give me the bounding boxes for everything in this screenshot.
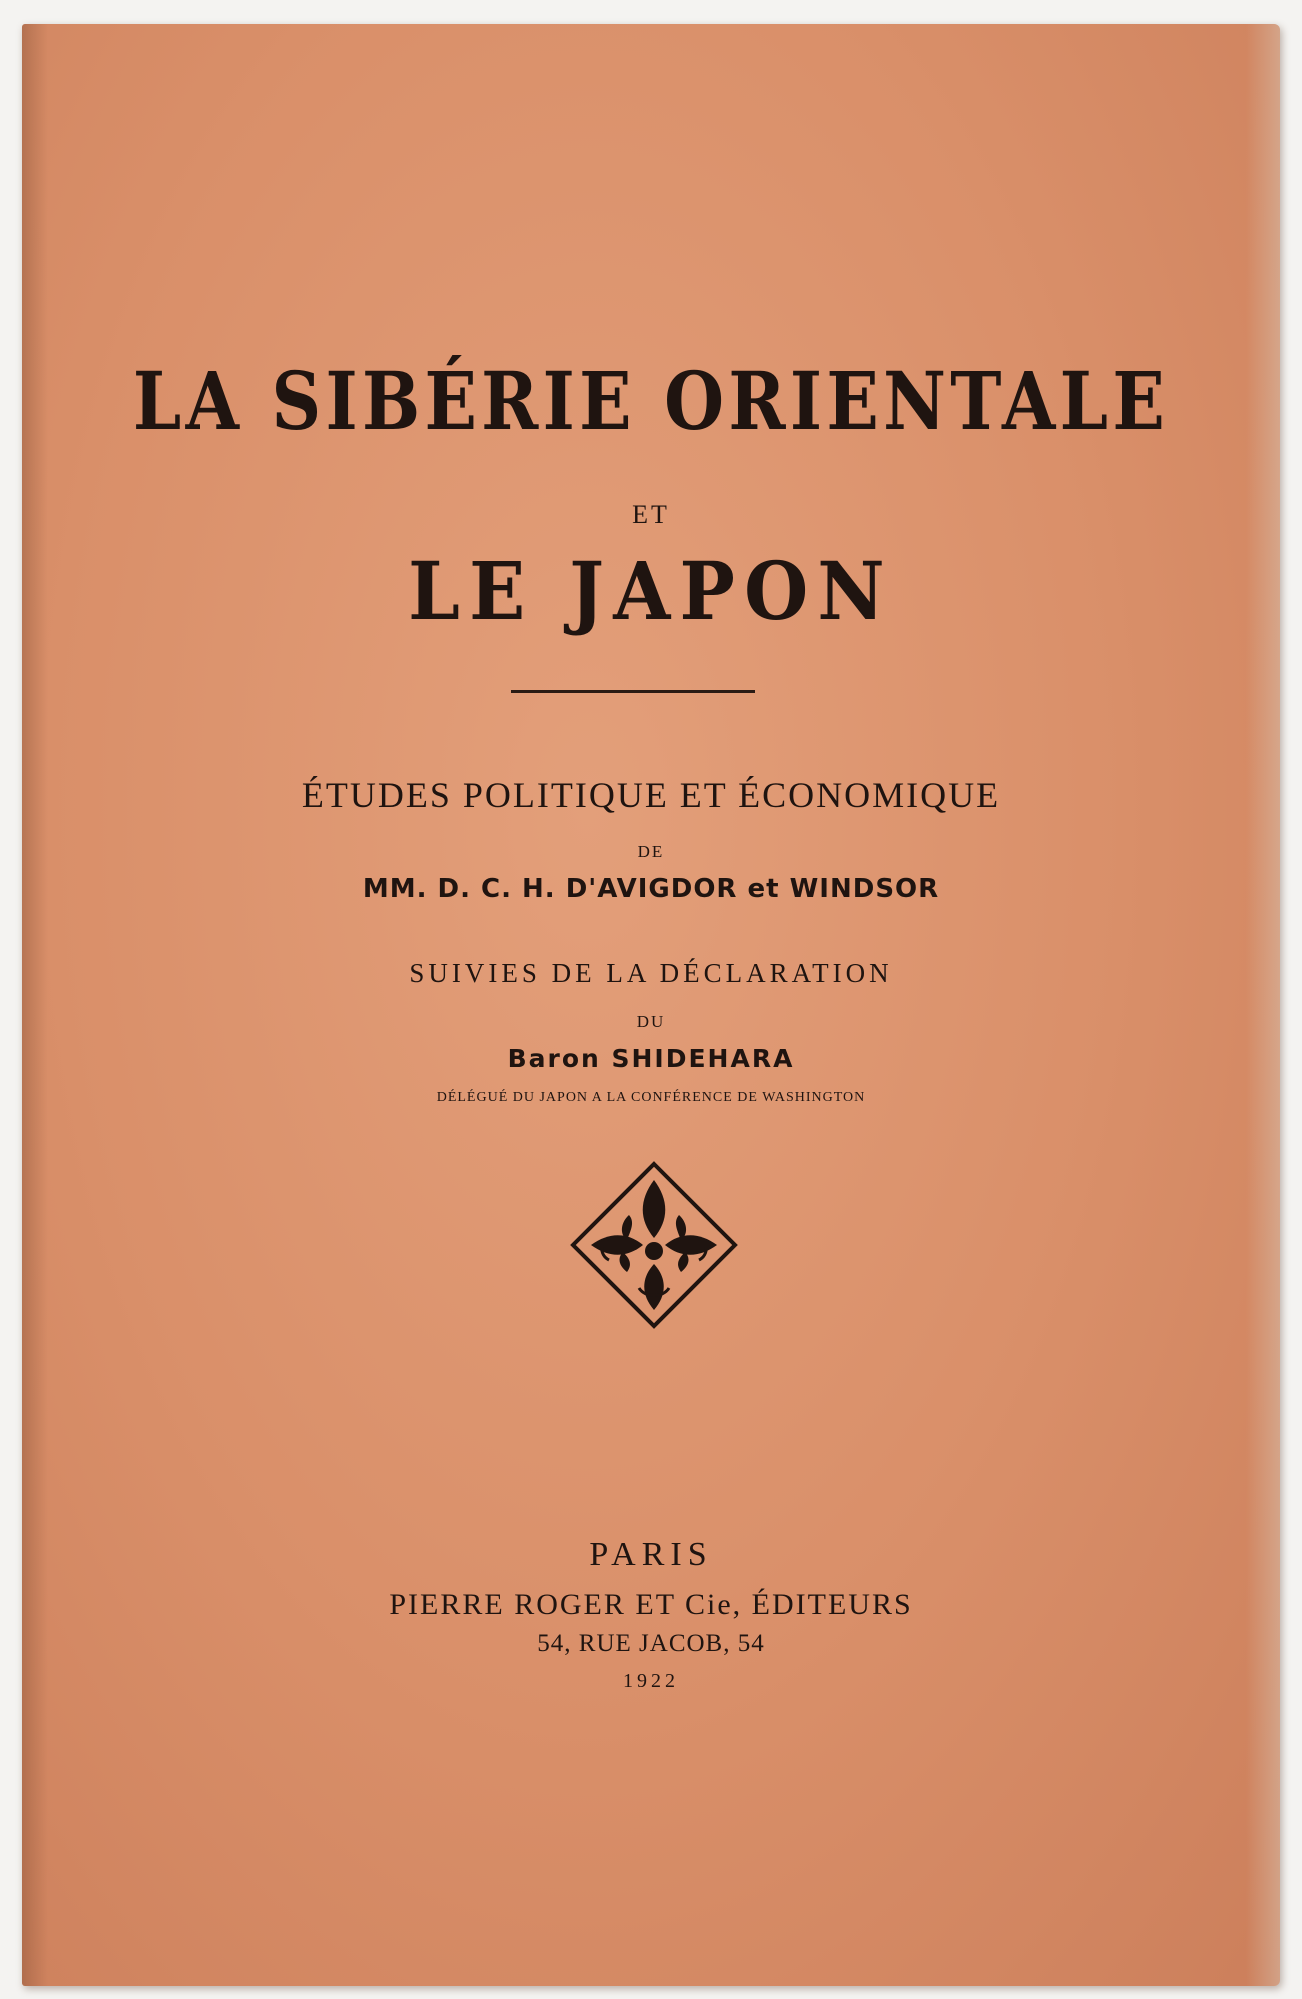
title-rule-divider bbox=[511, 690, 755, 693]
declarant-name: Baron SHIDEHARA bbox=[507, 1044, 795, 1073]
publication-city: PARIS bbox=[589, 1536, 713, 1573]
title-line-1: LA SIBÉRIE ORIENTALE bbox=[132, 354, 1170, 448]
authors: MM. D. C. H. D'AVIGDOR et WINDSOR bbox=[362, 874, 940, 904]
followed-by-label: SUIVIES DE LA DÉCLARATION bbox=[409, 958, 893, 988]
by-label: DE bbox=[637, 842, 665, 861]
book-cover bbox=[22, 24, 1280, 1986]
publisher: PIERRE ROGER ET Cie, ÉDITEURS bbox=[389, 1588, 913, 1621]
publisher-address: 54, RUE JACOB, 54 bbox=[537, 1630, 765, 1657]
declarant-role: DÉLÉGUÉ DU JAPON A LA CONFÉRENCE DE WASHINGTON bbox=[436, 1090, 866, 1105]
of-label: DU bbox=[636, 1012, 666, 1031]
subtitle: ÉTUDES POLITIQUE ET ÉCONOMIQUE bbox=[301, 775, 1001, 815]
floral-ornament-icon bbox=[569, 1160, 739, 1330]
title-conjunction: ET bbox=[632, 500, 670, 529]
publication-year: 1922 bbox=[623, 1670, 679, 1692]
title-line-2: LE JAPON bbox=[408, 544, 894, 638]
